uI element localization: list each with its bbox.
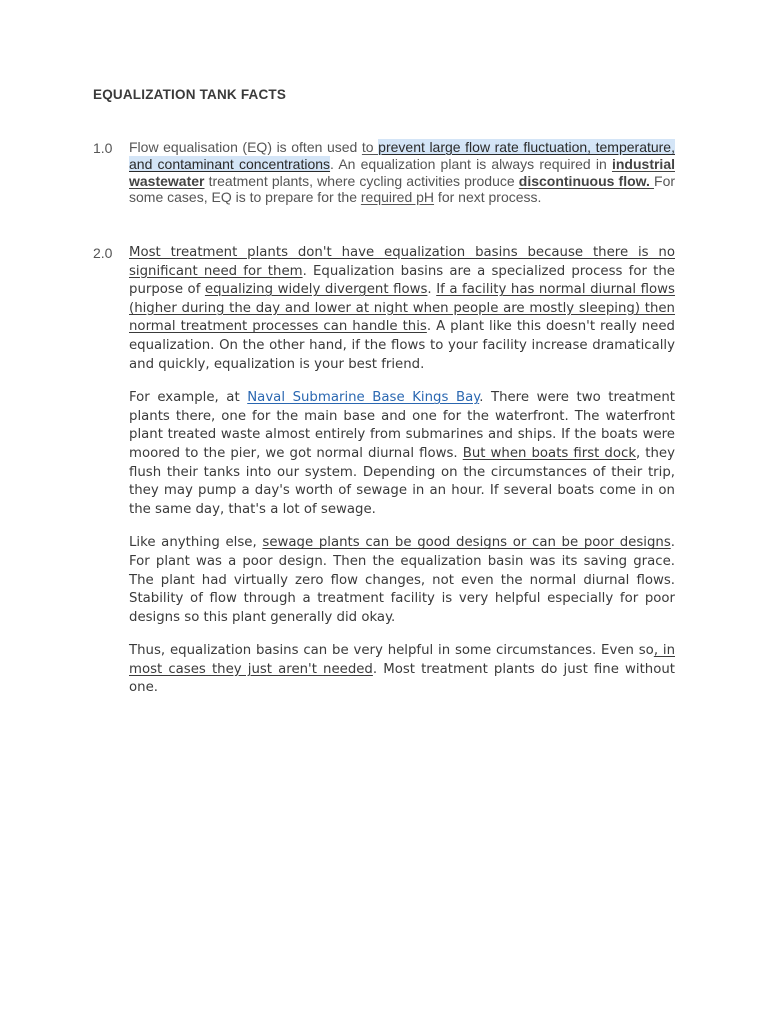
text-run: . Equalization basins are a specialized process for the purpose of <box>129 263 675 298</box>
text-run-underlined: to <box>361 139 379 155</box>
text-run: . <box>427 282 437 298</box>
underlined-text: , in most cases they just aren't needed <box>129 643 675 677</box>
text-run: , they flush their tanks into our system. Depending on the circumstances of their trip, they may pump a day's worth of sewage in an hour. If several boats come in on the same day, that's a lot of sewage. <box>129 445 675 517</box>
paragraph-3 <box>129 534 675 627</box>
underlined-text: Most treatment plants don't have equalization basins because there is no significant need for them <box>129 245 675 279</box>
text-run: . For plant was a poor design. Then the equalization basin was its saving grace. The plant had virtually zero flow changes, not even the normal diurnal flows. Stability of flow through a treatment facility is very helpful especially for poor designs so this plant generally did okay. <box>129 535 675 625</box>
text-run: Flow equalisation (EQ) is often used <box>129 139 362 155</box>
section-2-text <box>129 244 675 713</box>
highlighted-text: prevent large flow rate fluctuation, temperature, and contaminant concentrations <box>129 139 675 172</box>
text-run: for next process. <box>434 189 542 206</box>
link-naval-submarine-base[interactable]: Naval Submarine Base Kings Bay <box>247 390 480 406</box>
document-title: EQUALIZATION TANK FACTS <box>93 87 287 102</box>
section-1-text <box>129 139 675 206</box>
paragraph-4 <box>129 642 675 698</box>
bold-term-industrial-wastewater: industrial wastewater <box>129 155 675 189</box>
text-run: For some cases, EQ is to prepare for the <box>129 172 676 206</box>
section-number-2: 2.0 <box>93 245 113 261</box>
term-required-ph: required pH <box>360 189 435 206</box>
paragraph-2 <box>129 389 675 519</box>
text-run: . There were two treatment plants there, one for the main base and one for the waterfront. The waterfront plant treated waste almost entirely from submarines and ships. If the boats were moored to the pier, we got normal diurnal flows. <box>129 390 675 461</box>
text-run: For example, at <box>129 390 248 406</box>
text-run: . An equalization plant is always required in <box>330 155 612 172</box>
underlined-text: equalizing widely divergent flows <box>204 282 428 298</box>
underlined-text: But when boats first dock <box>462 445 637 461</box>
paragraph-1 <box>129 244 675 374</box>
underlined-text: sewage plants can be good designs or can be poor designs <box>262 535 671 551</box>
bold-term-discontinuous-flow: discontinuous flow. <box>518 172 655 189</box>
section-number-1: 1.0 <box>93 140 113 156</box>
text-run: . Most treatment plants do just fine without one. <box>129 661 675 696</box>
text-run: Thus, equalization basins can be very helpful in some circumstances. Even so <box>129 643 654 659</box>
text-run: treatment plants, where cycling activities produce <box>204 172 519 189</box>
text-run: Like anything else, <box>129 535 263 551</box>
text-run: . A plant like this doesn't really need equalization. On the other hand, if the flows to your facility increase dramatically and quickly, equalization is your best friend. <box>129 319 675 372</box>
underlined-text: If a facility has normal diurnal flows (higher during the day and lower at night when people are mostly sleeping) then normal treatment processes can handle this <box>129 282 675 335</box>
